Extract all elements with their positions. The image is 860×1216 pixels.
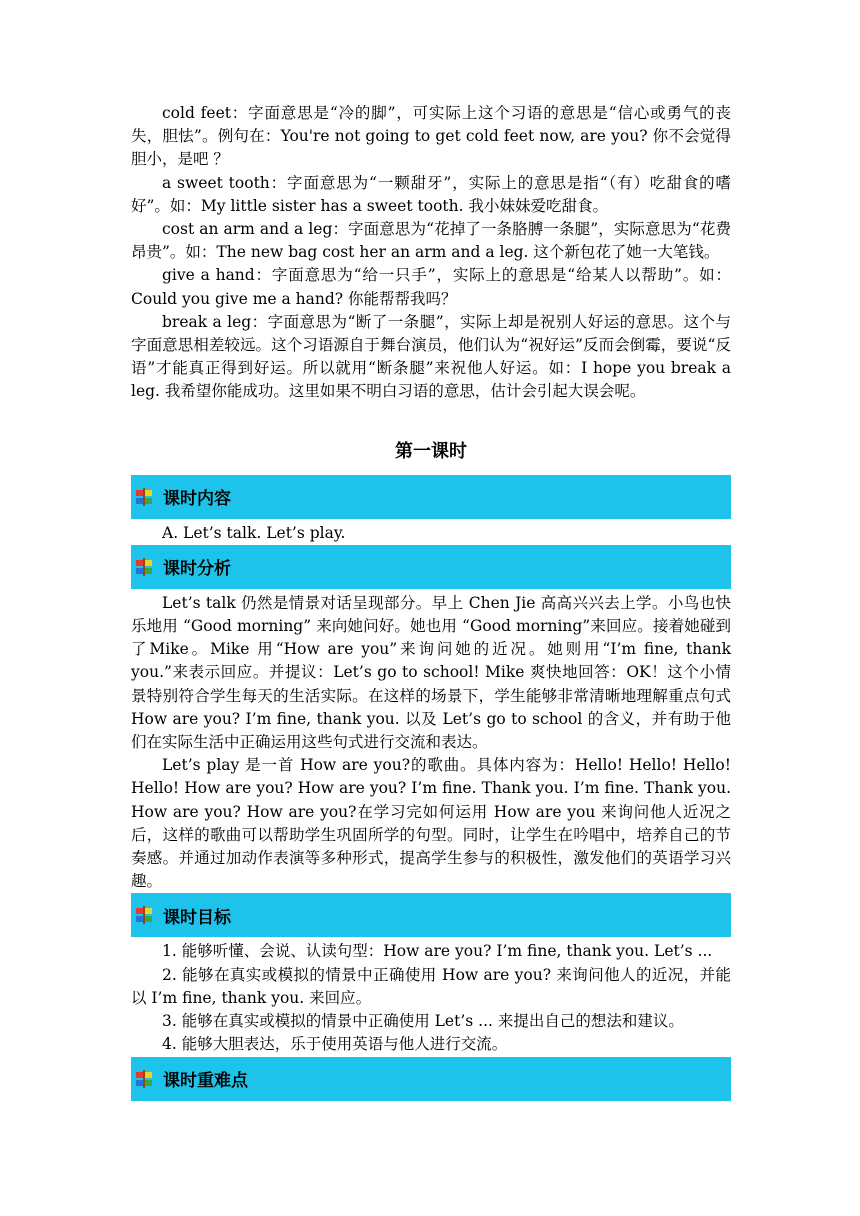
intro-paragraph: cold feet：字面意思是“冷的脚”，可实际上这个习语的意思是“信心或勇气的丧失，胆怯”。例句在：You're not going to get cold feet now, are you? 你不会觉得胆小，是吧 ？ xyxy=(131,104,731,169)
goal-item: 4. 能够大胆表达，乐于使用英语与他人进行交流。 xyxy=(162,1035,508,1054)
book-icon xyxy=(135,558,153,576)
section-heading: 课时重难点 xyxy=(163,1071,248,1091)
book-icon xyxy=(135,488,153,506)
section-title: 第一课时 xyxy=(395,440,467,462)
goal-item: 2. 能够在真实或模拟的情景中正确使用 How are you? 来询问他人的近况，并能以 I’m fine, thank you. 来回应。 xyxy=(131,965,731,1007)
intro-paragraph: give a hand：字面意思为“给一只手”，实际上的意思是“给某人以帮助”。如：Could you give me a hand? 你能帮帮我吗？ xyxy=(131,266,731,308)
analysis-paragraph: Let’s talk 仍然是情景对话呈现部分。早上 Chen Jie 高高兴兴去上学。小鸟也快乐地用 “Good morning” 来向她问好。她也用 “Good morning”来回应。接着她碰到了Mike。Mike 用“How are you”来询问她的近况。她则用“I’m fine, thank you.”来表示回应。并提议：Let’s go to school! Mike 爽快地回答：OK！这个小情景特别符合学生每天的生活实际。在这样的场景下，学生能够非常清晰地理解重点句式 How are you? I’m fine, thank you. 以及 Let’s go to school 的含义，并有助于他们在实际生活中正确运用这些句式进行交流和表达。 xyxy=(131,593,731,752)
intro-paragraph: cost an arm and a leg：字面意思为“花掉了一条胳膊一条腿”，实际意思为“花费昂贵”。如：The new bag cost her an arm and a leg. 这个新包花了她一大笔钱。 xyxy=(131,220,731,262)
section-band-goals xyxy=(131,893,731,937)
intro-paragraph: break a leg：字面意思为“断了一条腿”，实际上却是祝别人好运的意思。这个与字面意思相差较远。这个习语源自于舞台演员，他们认为“祝好运”反而会倒霉，要说“反语”才能真正得到好运。所以就用“断条腿”来祝他人好运。如：I hope you break a leg. 我希望你能成功。这里如果不明白习语的意思，估计会引起大误会呢。 xyxy=(131,312,731,401)
section-heading: 课时目标 xyxy=(163,907,231,928)
section-band-content xyxy=(131,475,731,519)
section-heading: 课时内容 xyxy=(163,489,231,510)
section-band-analysis xyxy=(131,545,731,589)
book-icon xyxy=(135,1070,153,1088)
analysis-paragraph: Let’s play 是一首 How are you?的歌曲。具体内容为：Hello! Hello! Hello! Hello! How are you? How are you? I’m fine. Thank you. I’m fine. Thank you. How are you? How are you?在学习完如何运用 How are you 来询问他人近况之后，这样的歌曲可以帮助学生巩固所学的句型。同时，让学生在吟唱中，培养自己的节奏感。并通过加动作表演等多种形式，提高学生参与的积极性，激发他们的英语学习兴趣。 xyxy=(131,756,731,891)
section-band-key-points xyxy=(131,1057,731,1101)
content-paragraph: A. Let’s talk. Let’s play. xyxy=(162,523,346,542)
goal-item: 1. 能够听懂、会说、认读句型：How are you? I’m fine, thank you. Let’s ... xyxy=(162,942,713,961)
goal-item: 3. 能够在真实或模拟的情景中正确使用 Let’s ... 来提出自己的想法和建议。 xyxy=(162,1012,684,1031)
book-icon xyxy=(135,906,153,924)
intro-paragraph: a sweet tooth：字面意思为“一颗甜牙”，实际上的意思是指“（有）吃甜食的嗜好”。如：My little sister has a sweet tooth. 我小妹妹爱吃甜食。 xyxy=(131,173,731,215)
document-body xyxy=(131,102,731,1101)
section-heading: 课时分析 xyxy=(163,559,231,580)
